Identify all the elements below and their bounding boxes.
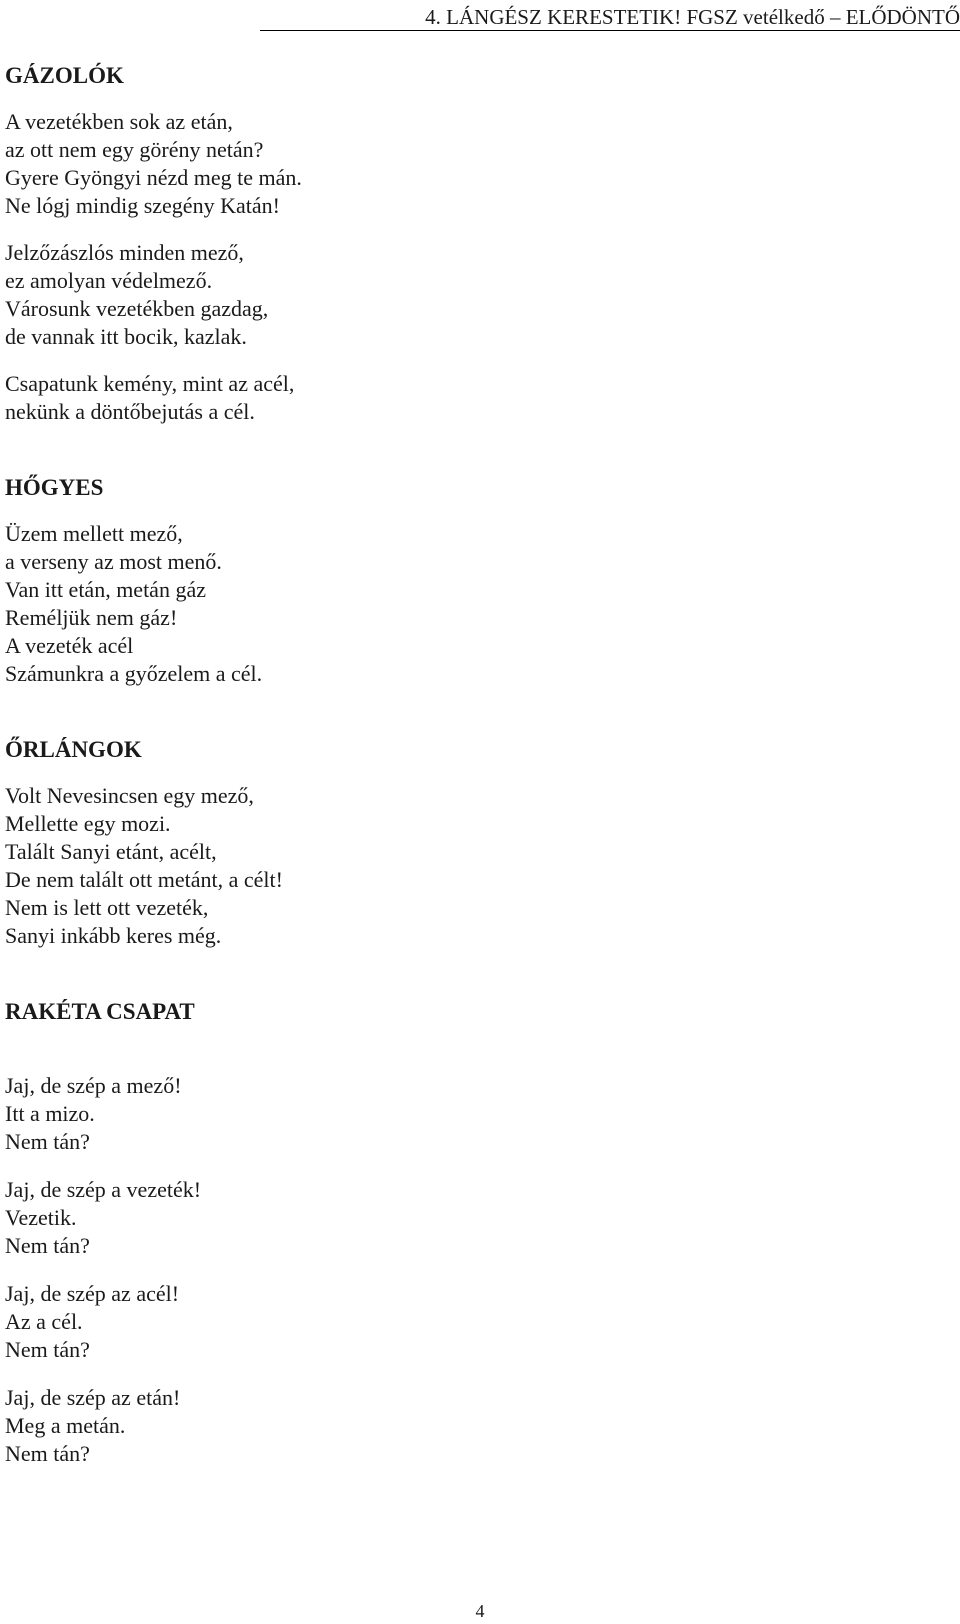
poem-line: Itt a mizo. [5,1101,95,1126]
document-body [5,62,905,1468]
poem-line: Reméljük nem gáz! [5,605,178,630]
stanza [5,1176,905,1260]
poem-line: A vezeték acél [5,633,134,658]
poem-line: Üzem mellett mező, [5,521,183,546]
poem-line: az ott nem egy görény netán? [5,137,264,162]
stanza [5,370,905,426]
section-title: ŐRLÁNGOK [5,737,142,762]
poem-line: A vezetékben sok az etán, [5,109,233,134]
page-number: 4 [475,1601,485,1621]
poem-line: Jaj, de szép az acél! [5,1281,180,1306]
poem-line: a verseny az most menő. [5,549,222,574]
poem-line: Nem tán? [5,1441,90,1466]
poem-line: Csapatunk kemény, mint az acél, [5,371,295,396]
poem-line: Az a cél. [5,1309,83,1334]
stanza [5,520,905,688]
section-gazolok [5,62,905,426]
poem-line: Jelzőzászlós minden mező, [5,240,244,265]
running-header: 4. LÁNGÉSZ KERESTETIK! FGSZ vetélkedő – ELŐDÖNTŐ [260,4,960,31]
section-title: HŐGYES [5,475,104,500]
poem-line: Sanyi inkább keres még. [5,923,222,948]
poem-line: De nem talált ott metánt, a célt! [5,867,283,892]
poem-line: ez amolyan védelmező. [5,268,213,293]
poem-line: Nem tán? [5,1129,90,1154]
poem-line: Mellette egy mozi. [5,811,171,836]
section-orlangok [5,736,905,950]
stanza [5,1384,905,1468]
poem-line: Meg a metán. [5,1413,126,1438]
stanza [5,1280,905,1364]
poem-line: Nem tán? [5,1233,90,1258]
poem-line: Nem tán? [5,1337,90,1362]
poem-line: Volt Nevesincsen egy mező, [5,783,254,808]
section-raketa-csapat [5,998,905,1468]
poem-line: Van itt etán, metán gáz [5,577,206,602]
poem-line: de vannak itt bocik, kazlak. [5,324,247,349]
section-title: GÁZOLÓK [5,63,124,88]
poem-line: Városunk vezetékben gazdag, [5,296,269,321]
poem-line: Jaj, de szép a mező! [5,1073,182,1098]
poem-line: Jaj, de szép az etán! [5,1385,181,1410]
stanza [5,108,905,220]
poem-line: nekünk a döntőbejutás a cél. [5,399,255,424]
stanza [5,239,905,351]
poem-line: Ne lógj mindig szegény Katán! [5,193,280,218]
section-title: RAKÉTA CSAPAT [5,999,195,1024]
section-hogyes [5,474,905,688]
stanza [5,1072,905,1156]
poem-line: Számunkra a győzelem a cél. [5,661,263,686]
poem-line: Nem is lett ott vezeték, [5,895,209,920]
poem-line: Talált Sanyi etánt, acélt, [5,839,217,864]
stanza [5,782,905,950]
poem-line: Vezetik. [5,1205,77,1230]
poem-line: Jaj, de szép a vezeték! [5,1177,202,1202]
poem-line: Gyere Gyöngyi nézd meg te mán. [5,165,302,190]
